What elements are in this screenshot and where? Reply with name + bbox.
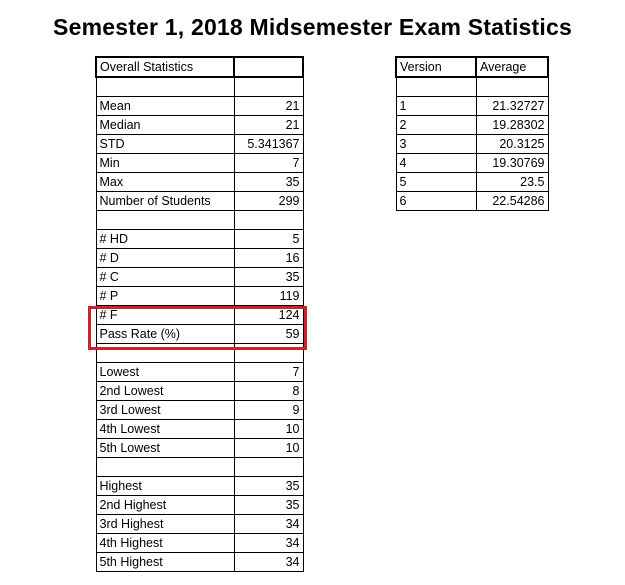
table-row xyxy=(96,363,303,382)
row-label: 2nd Lowest xyxy=(96,382,234,401)
row-label: # F xyxy=(96,306,234,325)
row-value: 119 xyxy=(234,287,303,306)
table-row xyxy=(96,249,303,268)
average-cell: 20.3125 xyxy=(476,135,548,154)
row-label: STD xyxy=(96,135,234,154)
blank-row xyxy=(96,211,303,230)
blank-row xyxy=(96,458,303,477)
page-title: Semester 1, 2018 Midsemester Exam Statistics xyxy=(53,14,572,40)
row-value: 5.341367 xyxy=(234,135,303,154)
table-row xyxy=(96,515,303,534)
row-value: 34 xyxy=(234,553,303,572)
table-row xyxy=(96,534,303,553)
row-value: 59 xyxy=(234,325,303,344)
table-header-row xyxy=(96,57,303,77)
average-cell: 21.32727 xyxy=(476,97,548,116)
table-row xyxy=(96,116,303,135)
row-value: 7 xyxy=(234,154,303,173)
row-label: Min xyxy=(96,154,234,173)
row-label: Max xyxy=(96,173,234,192)
row-value: 16 xyxy=(234,249,303,268)
table-row xyxy=(396,154,548,173)
table-row xyxy=(396,116,548,135)
row-value: 8 xyxy=(234,382,303,401)
average-cell: 23.5 xyxy=(476,173,548,192)
row-value: 10 xyxy=(234,420,303,439)
table-row xyxy=(96,154,303,173)
row-value: 34 xyxy=(234,534,303,553)
table-row xyxy=(96,287,303,306)
version-cell: 5 xyxy=(396,173,476,192)
row-value: 34 xyxy=(234,515,303,534)
row-value: 10 xyxy=(234,439,303,458)
blank-row xyxy=(396,77,548,97)
version-cell: 3 xyxy=(396,135,476,154)
row-value: 299 xyxy=(234,192,303,211)
row-label: Mean xyxy=(96,97,234,116)
table-row xyxy=(96,97,303,116)
table-row xyxy=(96,553,303,572)
average-cell: 19.30769 xyxy=(476,154,548,173)
table-row xyxy=(96,173,303,192)
row-label: # P xyxy=(96,287,234,306)
row-label: 3rd Highest xyxy=(96,515,234,534)
fail-pass-highlight-box xyxy=(88,306,307,350)
average-cell: 19.28302 xyxy=(476,116,548,135)
row-label: Number of Students xyxy=(96,192,234,211)
header-cell-empty xyxy=(234,57,303,77)
version-cell: 2 xyxy=(396,116,476,135)
row-value: 35 xyxy=(234,173,303,192)
version-cell: 6 xyxy=(396,192,476,211)
table-row xyxy=(96,420,303,439)
table-row xyxy=(96,268,303,287)
row-label: 5th Highest xyxy=(96,553,234,572)
table-header-row xyxy=(396,57,548,77)
table-row xyxy=(96,439,303,458)
table-row xyxy=(396,192,548,211)
row-label: Median xyxy=(96,116,234,135)
table-row xyxy=(96,192,303,211)
row-label: 4th Highest xyxy=(96,534,234,553)
table-row xyxy=(96,230,303,249)
row-value: 35 xyxy=(234,268,303,287)
blank-row xyxy=(96,77,303,97)
average-cell: 22.54286 xyxy=(476,192,548,211)
row-label: Highest xyxy=(96,477,234,496)
table-row xyxy=(396,97,548,116)
row-label: 2nd Highest xyxy=(96,496,234,515)
version-header: Version xyxy=(396,57,476,77)
header-cell: Overall Statistics xyxy=(96,57,234,77)
row-value: 21 xyxy=(234,116,303,135)
table-row xyxy=(96,135,303,154)
row-value: 7 xyxy=(234,363,303,382)
row-label: # C xyxy=(96,268,234,287)
table-row xyxy=(96,382,303,401)
row-value: 9 xyxy=(234,401,303,420)
row-value: 35 xyxy=(234,477,303,496)
row-label: Lowest xyxy=(96,363,234,382)
row-label: # D xyxy=(96,249,234,268)
table-row xyxy=(96,496,303,515)
row-label: Pass Rate (%) xyxy=(96,325,234,344)
row-value: 5 xyxy=(234,230,303,249)
row-label: # HD xyxy=(96,230,234,249)
row-label: 3rd Lowest xyxy=(96,401,234,420)
row-value: 21 xyxy=(234,97,303,116)
table-row xyxy=(396,135,548,154)
version-cell: 1 xyxy=(396,97,476,116)
average-header: Average xyxy=(476,57,548,77)
version-cell: 4 xyxy=(396,154,476,173)
version-averages-table xyxy=(395,56,549,211)
row-label: 5th Lowest xyxy=(96,439,234,458)
table-row xyxy=(396,173,548,192)
table-row xyxy=(96,401,303,420)
table-row xyxy=(96,477,303,496)
row-value: 35 xyxy=(234,496,303,515)
row-value: 124 xyxy=(234,306,303,325)
row-label: 4th Lowest xyxy=(96,420,234,439)
